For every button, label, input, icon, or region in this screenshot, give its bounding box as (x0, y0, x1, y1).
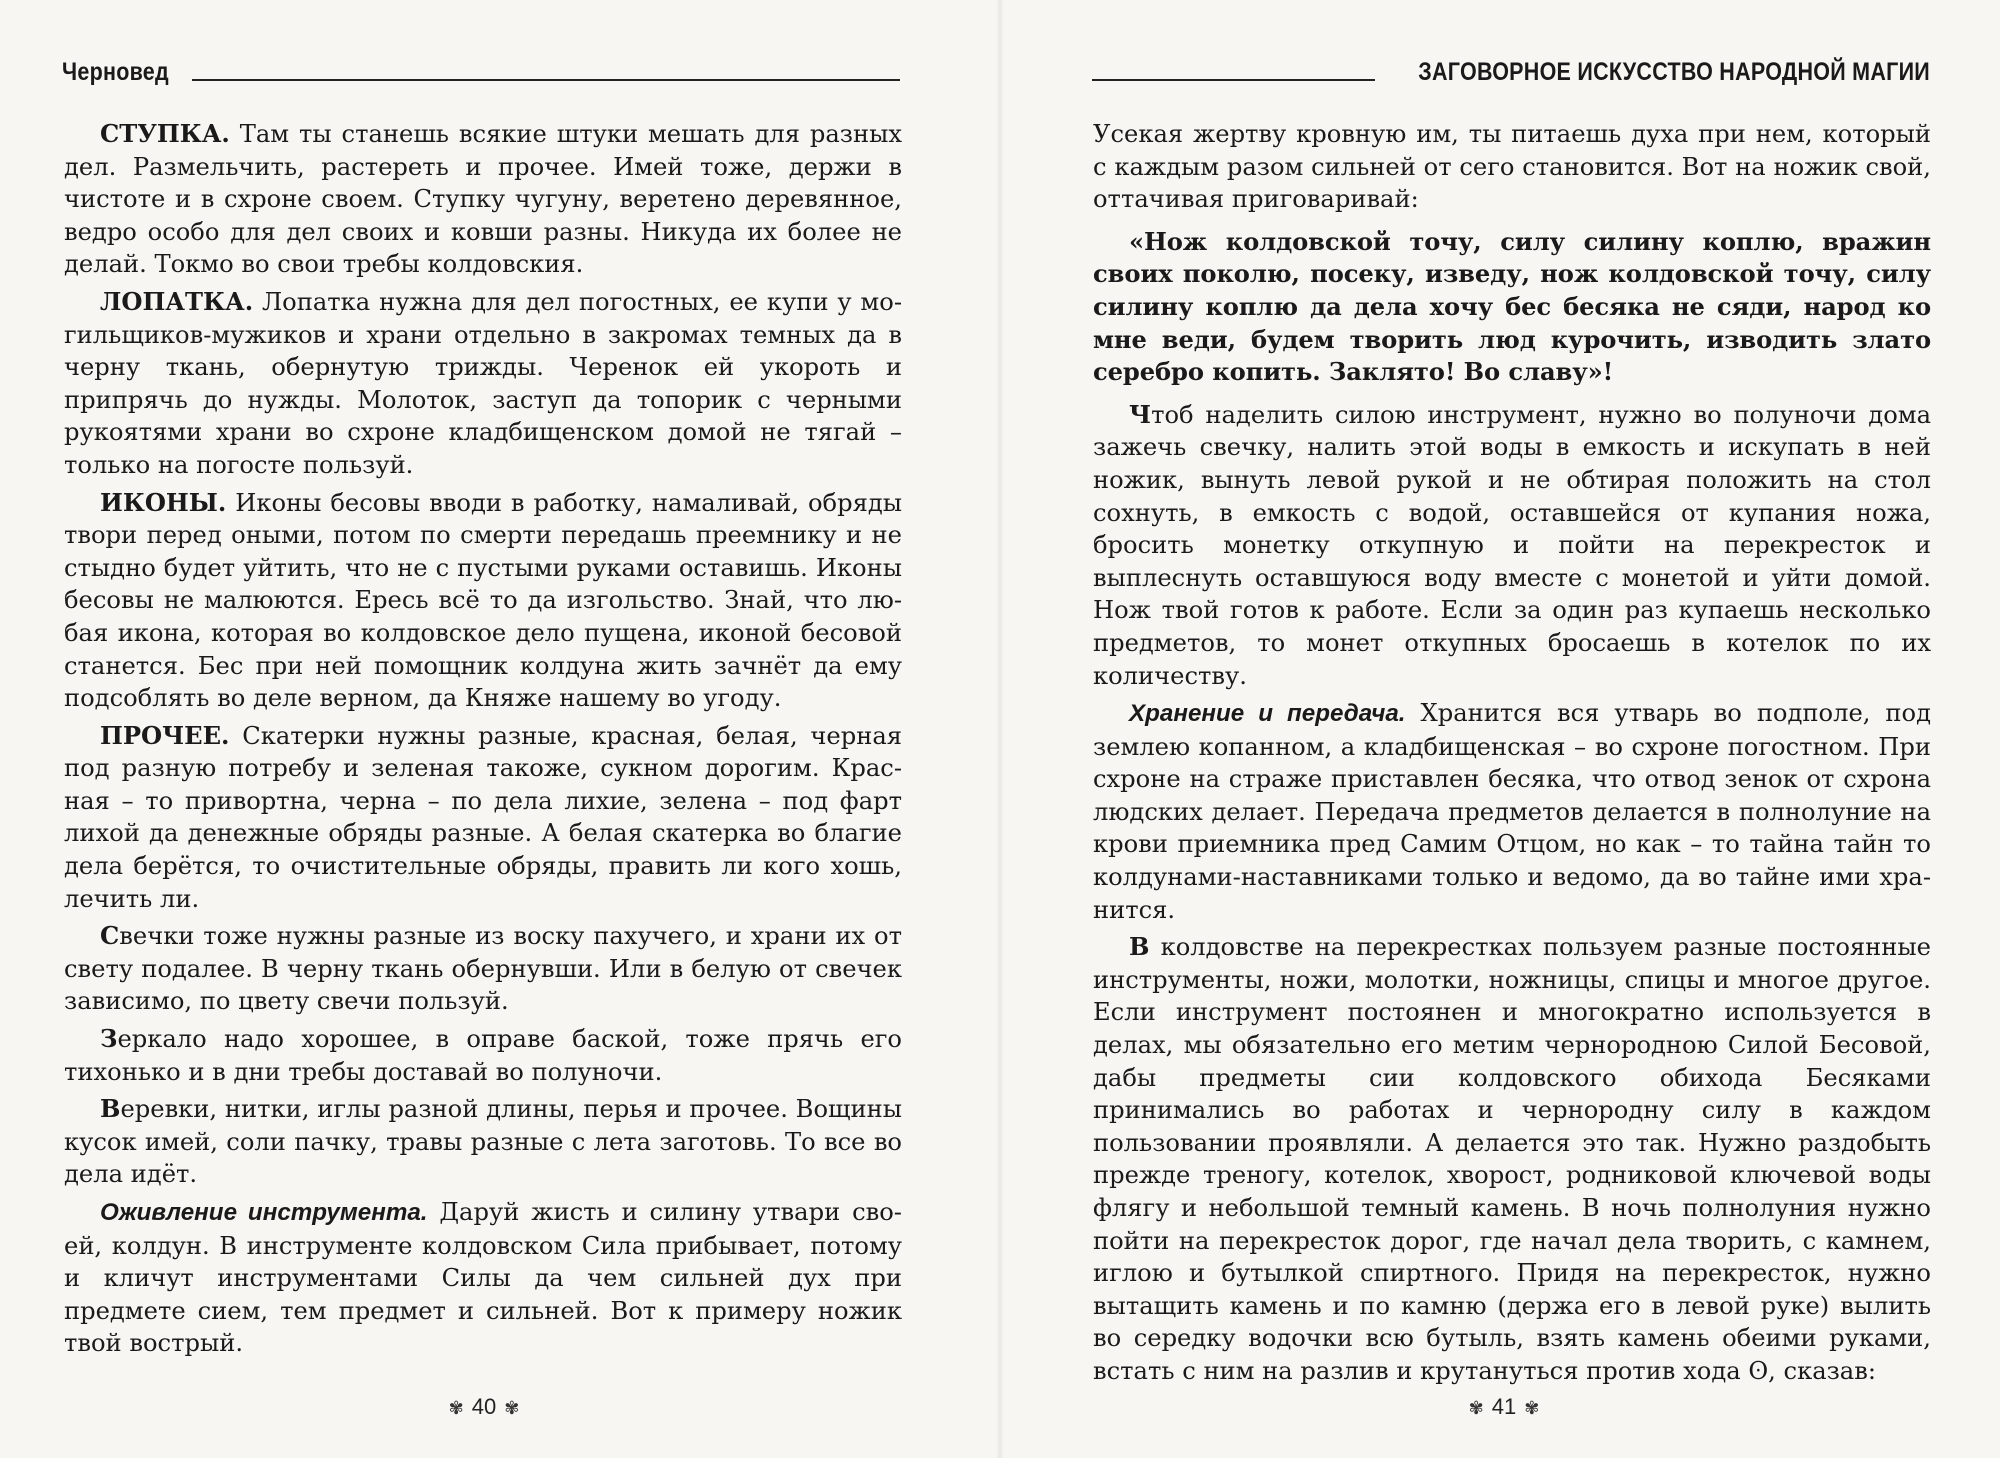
running-header (62, 58, 900, 98)
page-number: 41 (1491, 1394, 1517, 1419)
ornament-icon: ✾ (448, 1398, 464, 1418)
paragraph-text: вечки тоже нужны разные из воску пахучего, и храни их от свету подалее. В черну ткань обернувши. Или в белую от свечек зависимо, по цвету свечи пользуй. (64, 922, 902, 1016)
drop-letter: В (100, 1094, 121, 1124)
section-heading: Хранение и передача. (1129, 700, 1406, 728)
paragraph (1093, 399, 1931, 692)
right-page (1000, 0, 2000, 1458)
page-footer (404, 1394, 564, 1420)
paragraph (1093, 931, 1931, 1387)
paragraph (64, 118, 902, 281)
paragraph (64, 720, 902, 916)
ornament-icon: ✾ (1524, 1398, 1540, 1418)
section-heading: ПРОЧЕЕ. (100, 720, 230, 750)
page-number: 40 (471, 1394, 497, 1419)
drop-letter: С (100, 921, 120, 951)
incantation-text: «Нож колдовской точу, силу силину коплю, вражин своих поколю, посеку, изведу, нож колдовской точу, силу силину коплю да дела хочу бес бесяка не сяди, народ ко мне веди, будем творить люд курочить, изводить злато серебро копить. Заклято! Во славу»! (1093, 226, 1931, 387)
paragraph-text: Там ты станешь всякие штуки мешать для разных дел. Размельчить, растереть и прочее. Имей тоже, держи в чистоте и в схроне своем. Ступку чугуну, веретено деревянное, ведро особо для дел своих и ковши разны. Никуда их более не делай. Токмо во свои требы колдовския. (64, 120, 902, 279)
page-footer (1424, 1394, 1584, 1420)
paragraph (64, 1093, 902, 1191)
paragraph (64, 286, 902, 482)
ornament-icon: ✾ (504, 1398, 520, 1418)
paragraph-text: колдовстве на перекрестках пользуем разные постоянные инструменты, ножи, молотки, ножницы, спицы и многое другое. Если инструмент постоянен и многократно используется в делах, мы обязательно его метим чернородною Силой Бесовой, дабы предметы сии колдовского обихода Бесяками принимались во работах и чернородну силу в каждом пользовании проявляли. А делается это так. Нужно раздобыть прежде треногу, котелок, хворост, родниковой ключевой воды флягу и небольшой темный камень. В ночь полнолуния нужно пойти на перекресток дорог, где начал дела творить, с камнем, иглою и бутылкой спиртного. Придя на перекресток, нужно вытащить камень и по камню (держа его в левой руке) вылить во середку водочки всю бутыль, взять камень обеими руками, встать с ним на разлив и крутануться против хода ʘ, сказав: (1093, 933, 1931, 1385)
section-heading: ИКОНЫ. (100, 487, 227, 517)
paragraph-text: еркало надо хорошее, в оправе баской, тоже прячь его тихонько и в дни требы доставай во полуночи. (64, 1025, 902, 1086)
paragraph (64, 487, 902, 715)
header-rule (1092, 79, 1375, 81)
running-title: Черновед (62, 58, 169, 86)
paragraph-text: Усекая жертву кровную им, ты питаешь духа при нем, который с каждым разом сильней от сего становится. Вот на ножик свой, оттачивая приговаривай: (1093, 120, 1931, 214)
paragraph-text: Хранится вся утварь во подполе, под землею копанном, а кладбищенская – во схроне погостном. При схроне на страже приставлен бесяка, что отвод зенок от схрона людских делает. Передача предметов делается в полнолуние на крови приемника пред Самим Отцом, но как – то тайна тайн то колдунами-наставниками только и ведомо, да во тайне ими хранится. (1093, 699, 1931, 924)
paragraph-text: Скатерки нужны разные, красная, белая, черная под разную потребу и зеленая такоже, сукном дорогим. Красная – то привортна, черна – по дела лихие, зелена – под фарт лихой да денежные обряды разные. А белая скатерка во благие дела берётся, то очистительные обряды, править ли кого хошь, лечить ли. (64, 721, 902, 913)
paragraph (64, 1023, 902, 1088)
drop-letter: В (1129, 932, 1150, 962)
header-rule (192, 79, 900, 81)
section-heading: ЛОПАТКА. (100, 286, 254, 316)
paragraph-text: тоб наделить силою инструмент, нужно во полуночи дома зажечь свечку, налить этой воды в емкость и искупать в ней ножик, вынуть левой рукой и не обтирая положить на стол сохнуть, в емкость с водой, оставшейся от купания ножа, бросить монетку откупную и пойти на перекресток и выплеснуть оставшуюся воду вместе с монетой и уйти домой. Нож твой готов к работе. Если за один раз купаешь несколько предметов, то монет откупных бросаешь в котелок по их количеству. (1093, 400, 1931, 690)
incantation (1093, 226, 1931, 389)
running-header (1092, 58, 1930, 98)
section-heading: Оживление инструмента. (100, 1199, 428, 1226)
body-text (64, 118, 902, 1365)
paragraph (64, 1196, 902, 1360)
paragraph (1093, 118, 1931, 216)
paragraph-text: Даруй жисть и силину утвари своей, колдун. В инструменте колдовском Сила прибывает, потому и кличут инструментами Силы да чем сильней дух при предмете сием, тем предмет и сильней. Вот к примеру ножик твой вострый. (64, 1198, 902, 1358)
paragraph-text: Лопатка нужна для дел погостных, ее купи у могильщиков-мужиков и храни отдельно в закромах темных да в черну ткань, обернутую трижды. Черенок ей укороть и припрячь до нужды. Молоток, заступ да топорик с черными рукоятями храни во схроне кладбищенском домой не тягай – только на погосте пользуй. (64, 287, 902, 479)
paragraph-text: Иконы бесовы вводи в работку, намаливай, обряды твори перед оными, потом по смерти передашь преемнику и не стыдно будет уйтить, что не с пустыми руками оставишь. Иконы бесовы не малюются. Ересь всё то да изгольство. Знай, что любая икона, которая во колдовское дело пущена, иконой бесовой станется. Бес при ней помощник колдуна жить зачнёт да ему подсоблять во деле верном, да Княже нашему во угоду. (64, 488, 902, 713)
section-heading: СТУПКА. (100, 119, 230, 148)
paragraph (64, 920, 902, 1018)
ornament-icon: ✾ (1468, 1398, 1484, 1418)
running-title: ЗАГОВОРНОЕ ИСКУССТВО НАРОДНОЙ МАГИИ (1418, 58, 1930, 86)
drop-letter: Ч (1129, 399, 1152, 429)
paragraph-text: еревки, нитки, иглы разной длины, перья и прочее. Вощины кусок имей, соли пачку, травы разные с лета заготовь. То все во дела идёт. (64, 1095, 902, 1189)
body-text (1093, 118, 1931, 1393)
drop-letter: З (100, 1024, 118, 1054)
paragraph (1093, 697, 1931, 926)
